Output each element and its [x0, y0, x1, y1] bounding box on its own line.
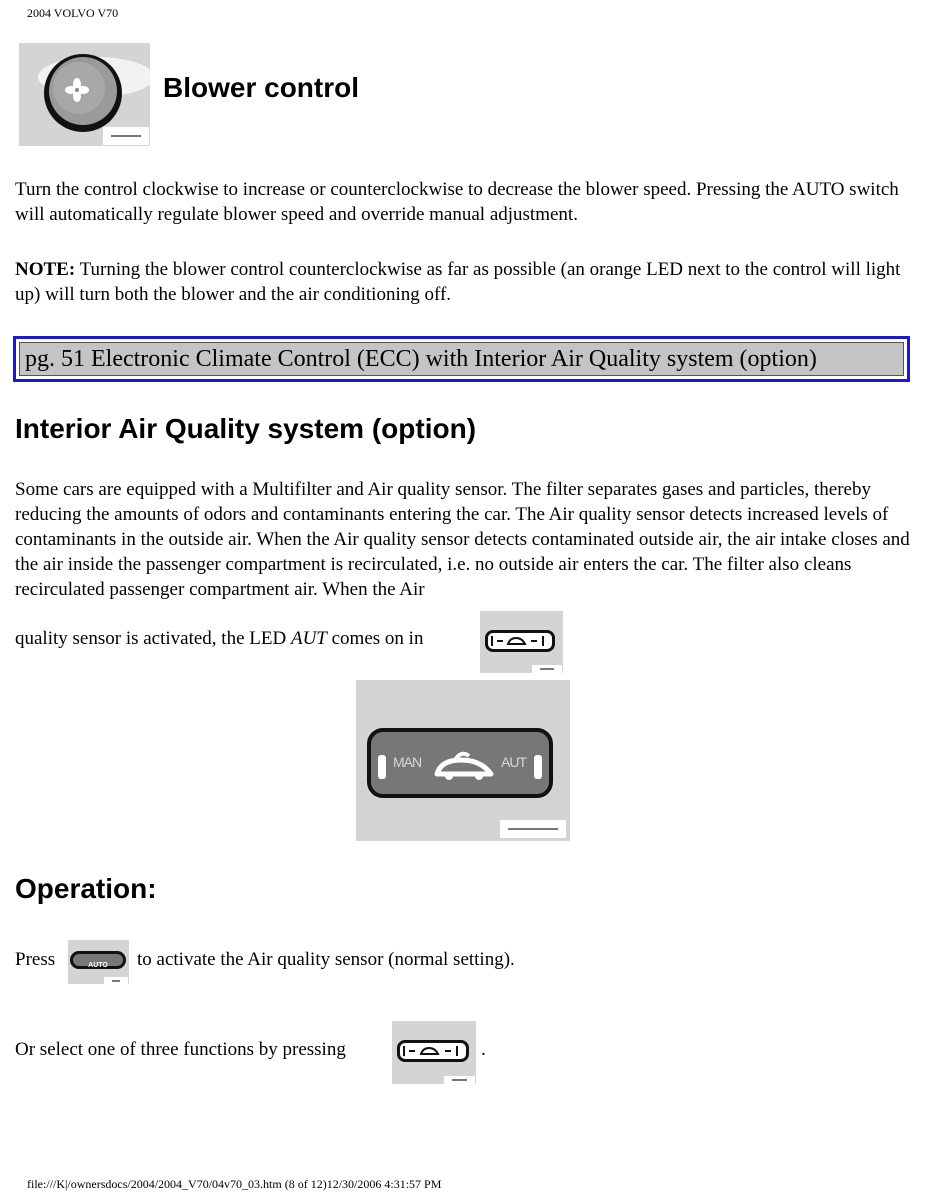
iaq-para2-after: comes on in — [326, 628, 424, 649]
press-before-text: Press — [15, 949, 56, 970]
document-header: 2004 VOLVO V70 — [27, 6, 119, 20]
aut-label: AUT — [501, 754, 526, 770]
iaq-paragraph: Some cars are equipped with a Multifilter and Air quality sensor. The filter separates gases and particles, thereby reducing the amounts of odors and contaminants entering the car. The Air quality sensor detects increased levels of contaminants in the outside air. When the Air quality sensor detects contaminated outside air, the air intake closes and the air inside the passenger compartment is recirculated, i.e. no outside air enters the car. The filter also cleans recirculated passenger compartment air. When the Air — [15, 479, 910, 600]
note-label: NOTE: — [15, 259, 76, 280]
blower-paragraph: Turn the control clockwise to increase or counterclockwise to decrease the blower speed. Pressing the AUTO switch will automatically regulate blower speed and override manual adjustment. — [15, 179, 899, 225]
iaq-paragraph-2 — [15, 626, 475, 651]
blower-control-image — [19, 43, 150, 146]
auto-button-image — [68, 940, 129, 984]
car-recirc-large-icon — [433, 744, 497, 784]
recirc-switch-image — [356, 680, 570, 841]
iaq-heading: Interior Air Quality system (option) — [15, 413, 477, 444]
blower-note — [15, 257, 915, 307]
recirc-switch-thumb — [480, 611, 563, 673]
iaq-para2-before: quality sensor is activated, the LED — [15, 628, 291, 649]
aut-led-label: AUT — [290, 628, 327, 649]
page-nav-box — [13, 336, 910, 382]
car-recirc-icon — [488, 633, 552, 649]
note-text: Turning the blower control counterclockwise as far as possible (an orange LED next to the control will light up) will turn both the blower and the air conditioning off. — [15, 259, 901, 305]
car-recirc-icon-2 — [400, 1043, 466, 1059]
man-label: MAN — [393, 754, 422, 770]
select-after-text: . — [481, 1039, 486, 1060]
select-before-text: Or select one of three functions by pressing — [15, 1039, 346, 1060]
auto-button-label: AUTO — [88, 962, 108, 969]
page-nav-link[interactable]: pg. 51 Electronic Climate Control (ECC) with Interior Air Quality system (option) — [19, 342, 904, 376]
document-footer: file:///K|/ownersdocs/2004/2004_V70/04v70_03.htm (8 of 12)12/30/2006 4:31:57 PM — [27, 1177, 442, 1191]
operation-heading: Operation: — [15, 873, 157, 904]
press-after-text: to activate the Air quality sensor (normal setting). — [137, 949, 515, 970]
blower-heading: Blower control — [163, 72, 360, 103]
recirc-switch-thumb-2 — [392, 1021, 476, 1084]
